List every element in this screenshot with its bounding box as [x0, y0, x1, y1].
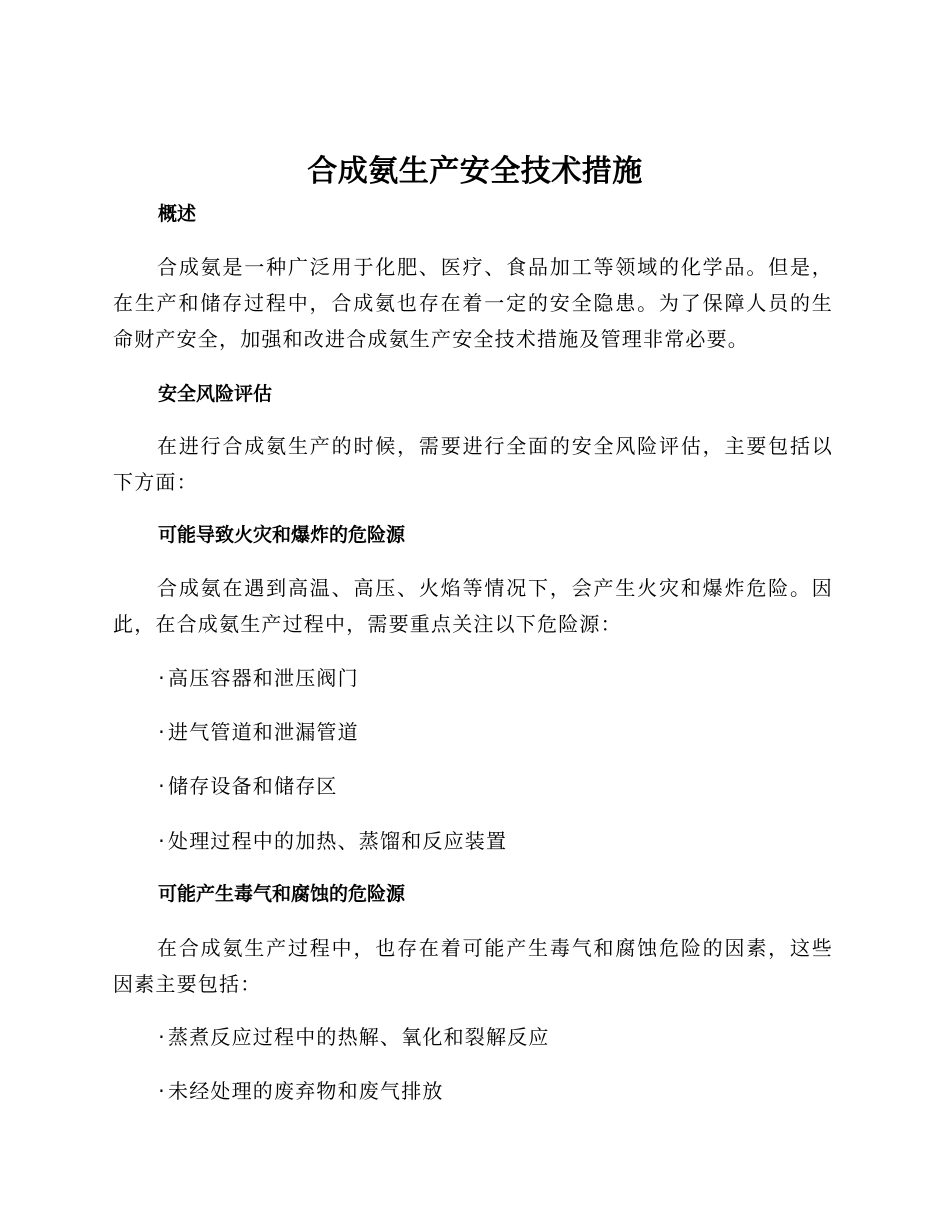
document-title: 合成氨生产安全技术措施	[307, 154, 643, 189]
bullet-marker: ·	[158, 829, 166, 853]
list-item-text: 进气管道和泄漏管道	[168, 720, 359, 744]
section-heading-risk-assessment: 安全风险评估	[158, 383, 273, 405]
bullet-marker: ·	[158, 666, 166, 690]
list-item	[156, 1022, 550, 1052]
list-item	[156, 1076, 444, 1106]
list-item	[156, 717, 359, 747]
section-paragraph-overview: 合成氨是一种广泛用于化肥、医疗、食品加工等领域的化学品。但是，在生产和储存过程中，合成氨也存在着一定的安全隐患。为了保障人员的生命财产安全，加强和改进合成氨生产安全技术措施及管理非常必要。	[113, 255, 833, 351]
list-item-text: 储存设备和储存区	[168, 774, 338, 798]
list-item	[156, 771, 338, 801]
list-item	[156, 826, 507, 856]
section-heading-overview: 概述	[158, 203, 197, 225]
bullet-marker: ·	[158, 720, 166, 744]
list-item-text: 高压容器和泄压阀门	[168, 666, 359, 690]
list-item	[156, 663, 359, 693]
list-item-text: 处理过程中的加热、蒸馏和反应装置	[168, 829, 508, 853]
section-heading-toxic-corrosion: 可能产生毒气和腐蚀的危险源	[158, 883, 406, 905]
section-paragraph-toxic-corrosion: 在合成氨生产过程中，也存在着可能产生毒气和腐蚀危险的因素，这些因素主要包括：	[113, 936, 833, 996]
section-paragraph-fire-explosion: 合成氨在遇到高温、高压、火焰等情况下，会产生火灾和爆炸危险。因此，在合成氨生产过程中，需要重点关注以下危险源：	[113, 576, 833, 636]
section-heading-fire-explosion: 可能导致火灾和爆炸的危险源	[158, 524, 406, 546]
list-item-text: 蒸煮反应过程中的热解、氧化和裂解反应	[168, 1025, 550, 1049]
list-item-text: 未经处理的废弃物和废气排放	[168, 1079, 444, 1103]
bullet-marker: ·	[158, 774, 166, 798]
bullet-marker: ·	[158, 1025, 166, 1049]
section-paragraph-risk-assessment: 在进行合成氨生产的时候，需要进行全面的安全风险评估，主要包括以下方面：	[113, 434, 833, 494]
bullet-marker: ·	[158, 1079, 166, 1103]
